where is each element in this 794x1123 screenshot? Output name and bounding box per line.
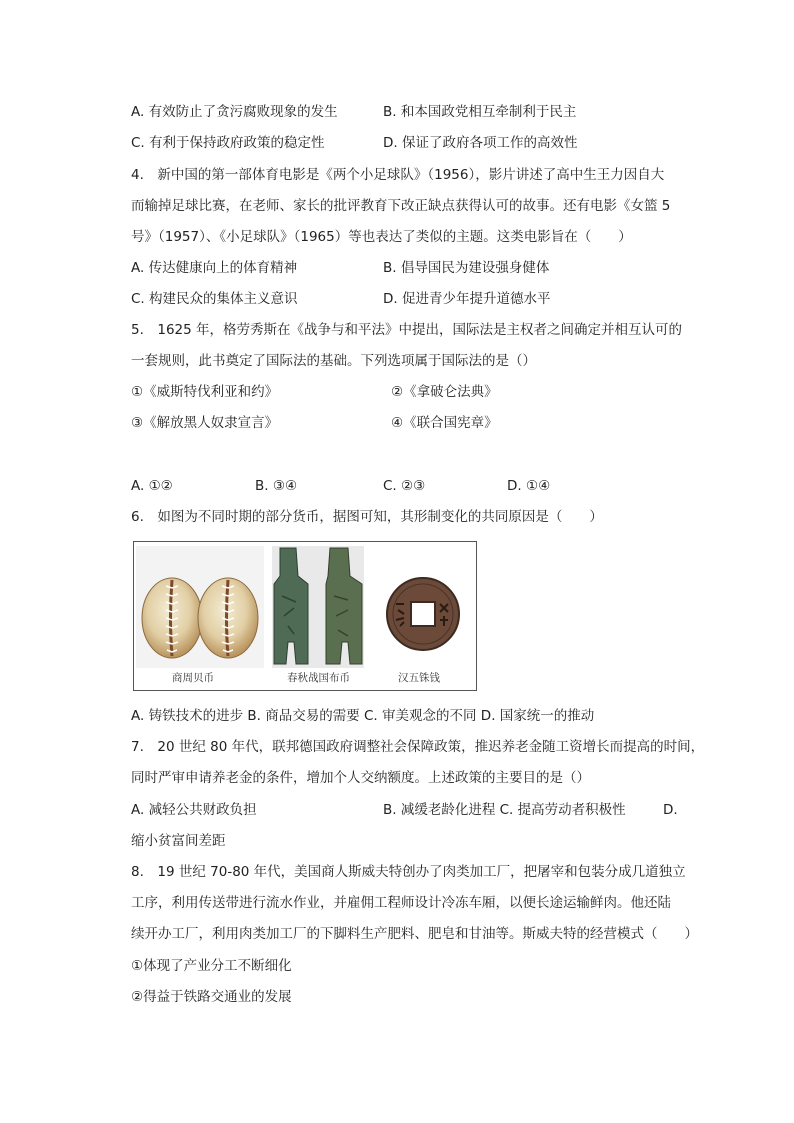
q4-stem-line2: 而输掉足球比赛，在老师、家长的批评教育下改正缺点获得认可的故事。还有电影《女篮 5 <box>131 198 671 214</box>
q5-option-a: A. ①② <box>131 478 173 494</box>
q7-stem-line1: 7. 20 世纪 80 年代，联邦德国政府调整社会保障政策，推迟养老金随工资增长而提高的时间， <box>131 739 705 755</box>
caption-spade-money: 春秋战国布币 <box>287 672 350 684</box>
q5-option-b: B. ③④ <box>255 478 298 494</box>
q7-stem-line2: 同时严审申请养老金的条件，增加个人交纳额度。上述政策的主要目的是（） <box>131 770 590 786</box>
q5-item-3: ③《解放黑人奴隶宣言》 <box>131 415 279 431</box>
q8-item-1: ①体现了产业分工不断细化 <box>131 958 292 974</box>
q8-stem-line1: 8. 19 世纪 70-80 年代，美国商人斯威夫特创办了肉类加工厂，把屠宰和包装分成几道独立 <box>131 864 686 880</box>
wuzhu-coin-image <box>374 546 472 668</box>
q5-option-d: D. ①④ <box>507 478 551 494</box>
q3-option-a: A. 有效防止了贪污腐败现象的发生 <box>131 104 338 120</box>
q7-option-b-c: B. 减缓老龄化进程 C. 提高劳动者积极性 <box>383 802 626 818</box>
shell-money-image <box>136 546 264 668</box>
q5-item-1: ①《威斯特伐利亚和约》 <box>131 384 279 400</box>
q6-stem-line1: 6. 如图为不同时期的部分货币，据图可知，其形制变化的共同原因是（ ） <box>131 509 603 525</box>
q4-option-d: D. 促进青少年提升道德水平 <box>383 291 551 307</box>
caption-shell-money: 商周贝币 <box>172 672 214 684</box>
q5-stem-line2: 一套规则，此书奠定了国际法的基础。下列选项属于国际法的是（） <box>131 353 536 369</box>
q5-option-c: C. ②③ <box>383 478 426 494</box>
currency-figure <box>133 541 477 691</box>
q8-item-2: ②得益于铁路交通业的发展 <box>131 989 292 1005</box>
q5-stem-line1: 5. 1625 年，格劳秀斯在《战争与和平法》中提出，国际法是主权者之间确定并相互认可的 <box>131 322 683 338</box>
q3-option-c: C. 有利于保持政府政策的稳定性 <box>131 135 325 151</box>
q7-option-a: A. 减轻公共财政负担 <box>131 802 257 818</box>
q6-options: A. 铸铁技术的进步 B. 商品交易的需要 C. 审美观念的不同 D. 国家统一的推动 <box>131 708 595 724</box>
q5-item-2: ②《拿破仑法典》 <box>391 384 498 400</box>
q3-option-d: D. 保证了政府各项工作的高效性 <box>383 135 578 151</box>
caption-wuzhu-coin: 汉五铢钱 <box>398 672 440 684</box>
spade-money-image <box>272 546 364 668</box>
q7-option-d-label: D. <box>663 802 678 818</box>
q4-stem-line1: 4. 新中国的第一部体育电影是《两个小足球队》（1956），影片讲述了高中生王力因自大 <box>131 167 665 183</box>
q5-item-4: ④《联合国宪章》 <box>391 415 498 431</box>
q7-option-d-text: 缩小贫富间差距 <box>131 833 226 849</box>
q4-option-c: C. 构建民众的集体主义意识 <box>131 291 298 307</box>
q8-stem-line3: 续开办工厂，利用肉类加工厂的下脚料生产肥料、肥皂和甘油等。斯威夫特的经营模式（ ） <box>131 926 698 942</box>
q4-option-a: A. 传达健康向上的体育精神 <box>131 260 298 276</box>
q3-option-b: B. 和本国政党相互牵制利于民主 <box>383 104 577 120</box>
q4-stem-line3: 号》（1957）、《小足球队》（1965）等也表达了类似的主题。这类电影旨在（ ） <box>131 229 632 245</box>
q4-option-b: B. 倡导国民为建设强身健体 <box>383 260 550 276</box>
q8-stem-line2: 工序，利用传送带进行流水作业，并雇佣工程师设计冷冻车厢，以便长途运输鲜肉。他还陆 <box>131 895 671 911</box>
